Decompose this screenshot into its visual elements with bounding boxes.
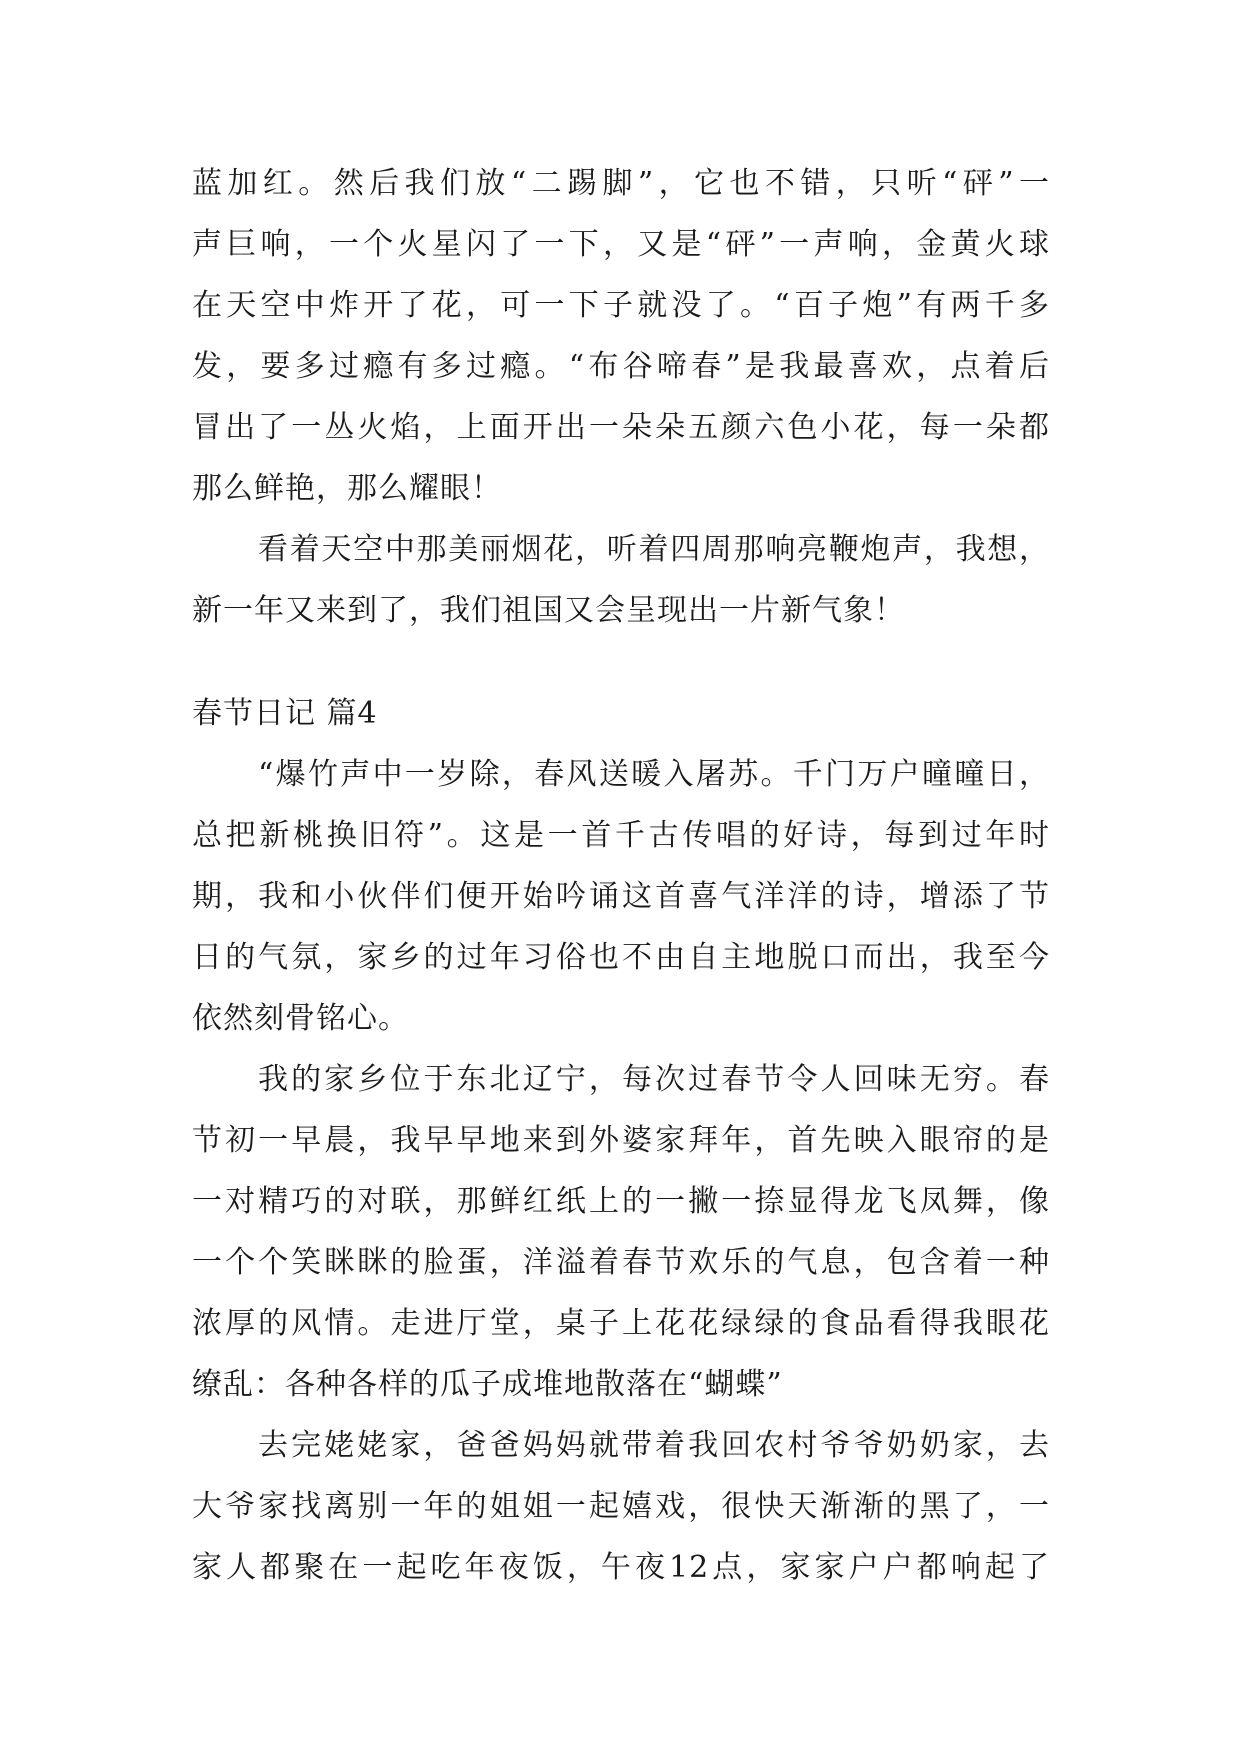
text-line: 依然刻骨铭心。 [192, 1001, 409, 1036]
section-heading: 春节日记 篇4 [192, 696, 378, 731]
text-line: 家人都聚在一起吃年夜饭，午夜12点，家家户户都响起了 [192, 1550, 1050, 1585]
text-line: 去完姥姥家，爸爸妈妈就带着我回农村爷爷奶奶家，去 [258, 1428, 1050, 1463]
text-line: 声巨响，一个火星闪了一下，又是“砰”一声响，金黄火球 [192, 227, 1050, 262]
text-line: 那么鲜艳，那么耀眼！ [192, 471, 502, 506]
text-line: 节初一早晨，我早早地来到外婆家拜年，首先映入眼帘的是 [192, 1123, 1050, 1158]
text-line: 在天空中炸开了花，可一下子就没了。“百子炮”有两千多 [192, 288, 1050, 323]
text-line: 浓厚的风情。走进厅堂，桌子上花花绿绿的食品看得我眼花 [192, 1306, 1050, 1341]
text-line: 新一年又来到了，我们祖国又会呈现出一片新气象！ [192, 593, 905, 628]
paragraph-grandparents [192, 1415, 1050, 1598]
text-line: 日的气氛，家乡的过年习俗也不由自主地脱口而出，我至今 [192, 940, 1050, 975]
text-line: 一个个笑眯眯的脸蛋，洋溢着春节欢乐的气息，包含着一种 [192, 1245, 1050, 1280]
paragraph-fireworks-continued [192, 153, 1050, 519]
text-line: 期，我和小伙伴们便开始吟诵这首喜气洋洋的诗，增添了节 [192, 879, 1050, 914]
text-line: 缭乱：各种各样的瓜子成堆地散落在“蝴蝶” [192, 1367, 783, 1402]
text-line: 冒出了一丛火焰，上面开出一朵朵五颜六色小花，每一朵都 [192, 410, 1050, 445]
text-line: 蓝加红。然后我们放“二踢脚”，它也不错，只听“砰”一 [192, 166, 1050, 201]
text-line: 发，要多过瘾有多过瘾。“布谷啼春”是我最喜欢，点着后 [192, 349, 1050, 384]
text-line: 大爷家找离别一年的姐姐一起嬉戏，很快天渐渐的黑了，一 [192, 1489, 1050, 1524]
paragraph-poem [192, 744, 1050, 1049]
text-line: 看着天空中那美丽烟花，听着四周那响亮鞭炮声，我想， [258, 532, 1050, 567]
text-line: 一对精巧的对联，那鲜红纸上的一撇一捺显得龙飞凤舞，像 [192, 1184, 1050, 1219]
text-line: “爆竹声中一岁除，春风送暖入屠苏。千门万户曈曈日， [258, 757, 1050, 792]
text-line: 总把新桃换旧符”。这是一首千古传唱的好诗，每到过年时 [192, 818, 1050, 853]
text-line: 我的家乡位于东北辽宁，每次过春节令人回味无穷。春 [258, 1062, 1050, 1097]
paragraph-hometown [192, 1049, 1050, 1415]
paragraph-fireworks-end [192, 519, 1050, 641]
